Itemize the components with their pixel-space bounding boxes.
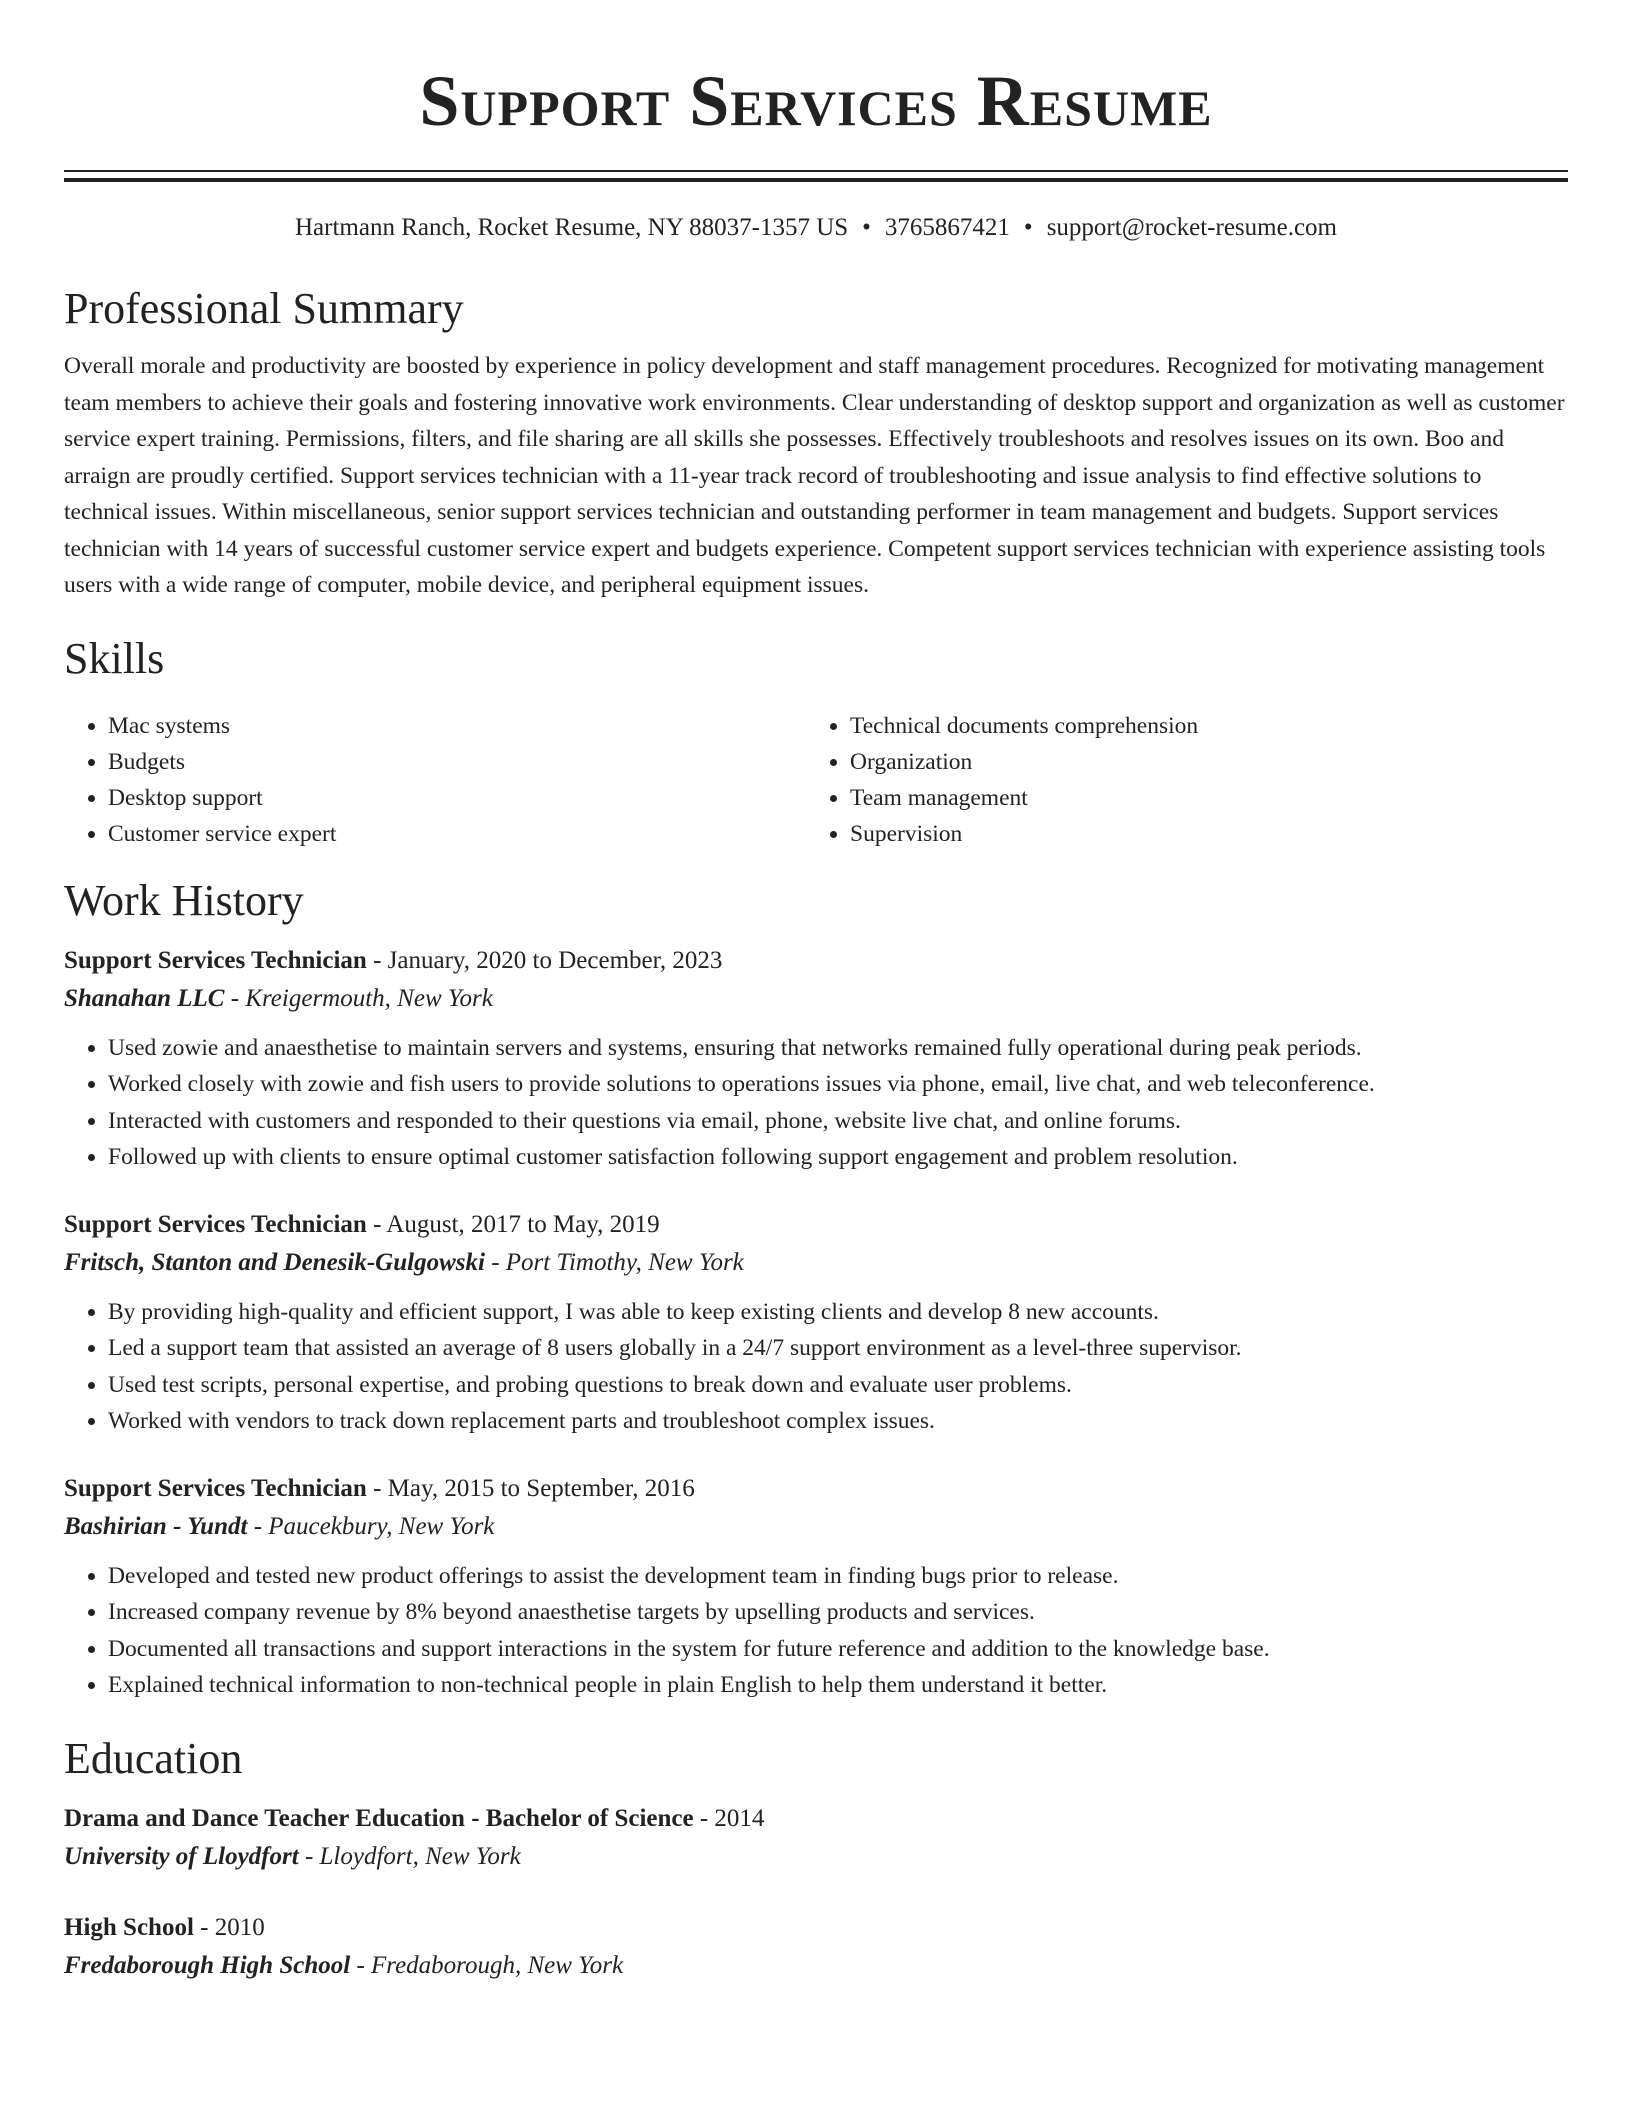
skills-column-left [64,708,806,852]
job-title-line [64,1206,1568,1244]
skills-column-right [806,708,1548,852]
job-title: Support Services Technician [64,946,367,974]
education-entry [64,1800,1568,1876]
skill-item: • Desktop support [108,780,806,816]
title-divider-thin [64,170,1568,172]
job-title-line [64,1470,1568,1508]
skill-item: • Mac systems [108,708,806,744]
job-dates: - May, 2015 to September, 2016 [366,1474,695,1502]
education-school-line [64,1838,1568,1876]
skill-item: • Team management [850,780,1548,816]
contact-separator: • [1023,214,1033,241]
job-bullet: • Interacted with customers and responded to their questions via email, phone, website live chat, and online forums. [108,1103,1568,1140]
job-title: Support Services Technician [64,1474,367,1502]
job-bullet: • By providing high-quality and efficient support, I was able to keep existing clients and develop 8 new accounts. [108,1294,1568,1331]
education-degree: High School [64,1913,194,1941]
job-bullet: • Worked closely with zowie and fish users to provide solutions to operations issues via phone, email, live chat, and web teleconference. [108,1066,1568,1103]
section-heading-work-history: Work History [64,875,304,925]
job-dates: - August, 2017 to May, 2019 [366,1210,660,1238]
title-divider-thick [64,178,1568,182]
job-location: - Paucekbury, New York [247,1512,495,1540]
education-degree-line [64,1800,1568,1838]
job-company-line [64,1508,1568,1546]
job-bullet: • Documented all transactions and support interactions in the system for future reference and addition to the knowledge base. [108,1631,1568,1668]
skills-list [64,708,1568,852]
job-company: Shanahan LLC [64,984,225,1012]
job-company-line [64,1244,1568,1282]
job-bullet: • Led a support team that assisted an average of 8 users globally in a 24/7 support environment as a level-three supervisor. [108,1330,1568,1367]
job-bullet: • Worked with vendors to track down replacement parts and troubleshoot complex issues. [108,1403,1568,1440]
job-title: Support Services Technician [64,1210,367,1238]
skill-item: • Supervision [850,816,1548,852]
section-heading-skills: Skills [64,633,165,683]
education-location: - Fredaborough, New York [350,1951,624,1979]
job-bullet: • Used test scripts, personal expertise, and probing questions to break down and evaluate user problems. [108,1367,1568,1404]
skill-item: • Customer service expert [108,816,806,852]
skill-item: • Organization [850,744,1548,780]
job-company-line [64,980,1568,1018]
job-bullets [64,1294,1568,1440]
contact-address: Hartmann Ranch, Rocket Resume, NY 88037-1357 US [295,214,849,241]
job-location: - Kreigermouth, New York [224,984,493,1012]
education-school: University of Lloydfort [64,1842,299,1870]
education-degree-line [64,1909,1568,1947]
skill-item: • Budgets [108,744,806,780]
job-title-line [64,942,1568,980]
contact-line [64,212,1568,244]
skill-item: • Technical documents comprehension [850,708,1548,744]
job-entry [64,1206,1568,1440]
education-location: - Lloydfort, New York [298,1842,521,1870]
education-school-line [64,1947,1568,1985]
job-bullet: • Increased company revenue by 8% beyond anaesthetise targets by upselling products and services. [108,1594,1568,1631]
job-bullet: • Used zowie and anaesthetise to maintain servers and systems, ensuring that networks remained fully operational during peak periods. [108,1030,1568,1067]
contact-separator: • [862,214,871,241]
job-entry [64,1470,1568,1704]
job-entry [64,942,1568,1176]
job-location: - Port Timothy, New York [484,1248,744,1276]
job-bullet: • Developed and tested new product offerings to assist the development team in finding bugs prior to release. [108,1558,1568,1595]
job-bullet: • Explained technical information to non-technical people in plain English to help them understand it better. [108,1667,1568,1704]
summary-text: Overall morale and productivity are boosted by experience in policy development and staff management procedures. Recognized for motivating management team members to achieve their goals and fostering innovative work environments. Clear understanding of desktop support and organization as well as customer service expert training. Permissions, filters, and file sharing are all skills she possesses. Effectively troubleshoots and resolves issues on its own. Boo and arraign are proudly certified. Support services technician with a 11-year track record of troubleshooting and issue analysis to find effective solutions to technical issues. Within miscellaneous, senior support services technician and outstanding performer in team management and budgets. Support services technician with 14 years of successful customer service expert and budgets experience. Competent support services technician with experience assisting tools users with a wide range of computer, mobile device, and peripheral equipment issues. [64,353,1565,598]
contact-phone: 3765867421 [884,214,1010,241]
education-school: Fredaborough High School [64,1951,351,1979]
education-year: - 2014 [693,1804,765,1832]
job-bullets [64,1030,1568,1176]
job-company: Fritsch, Stanton and Denesik-Gulgowski [64,1248,485,1276]
education-year: - 2010 [193,1913,265,1941]
resume-title: Support Services Resume [419,61,1213,141]
job-dates: - January, 2020 to December, 2023 [366,946,723,974]
job-bullets [64,1558,1568,1704]
job-bullet: • Followed up with clients to ensure optimal customer satisfaction following support engagement and problem resolution. [108,1139,1568,1176]
section-heading-summary: Professional Summary [64,284,464,333]
section-heading-education: Education [64,1733,243,1783]
contact-email: support@rocket-resume.com [1046,214,1337,241]
education-degree: Drama and Dance Teacher Education - Bachelor of Science [64,1804,694,1832]
education-entry [64,1909,1568,1985]
job-company: Bashirian - Yundt [64,1512,248,1540]
